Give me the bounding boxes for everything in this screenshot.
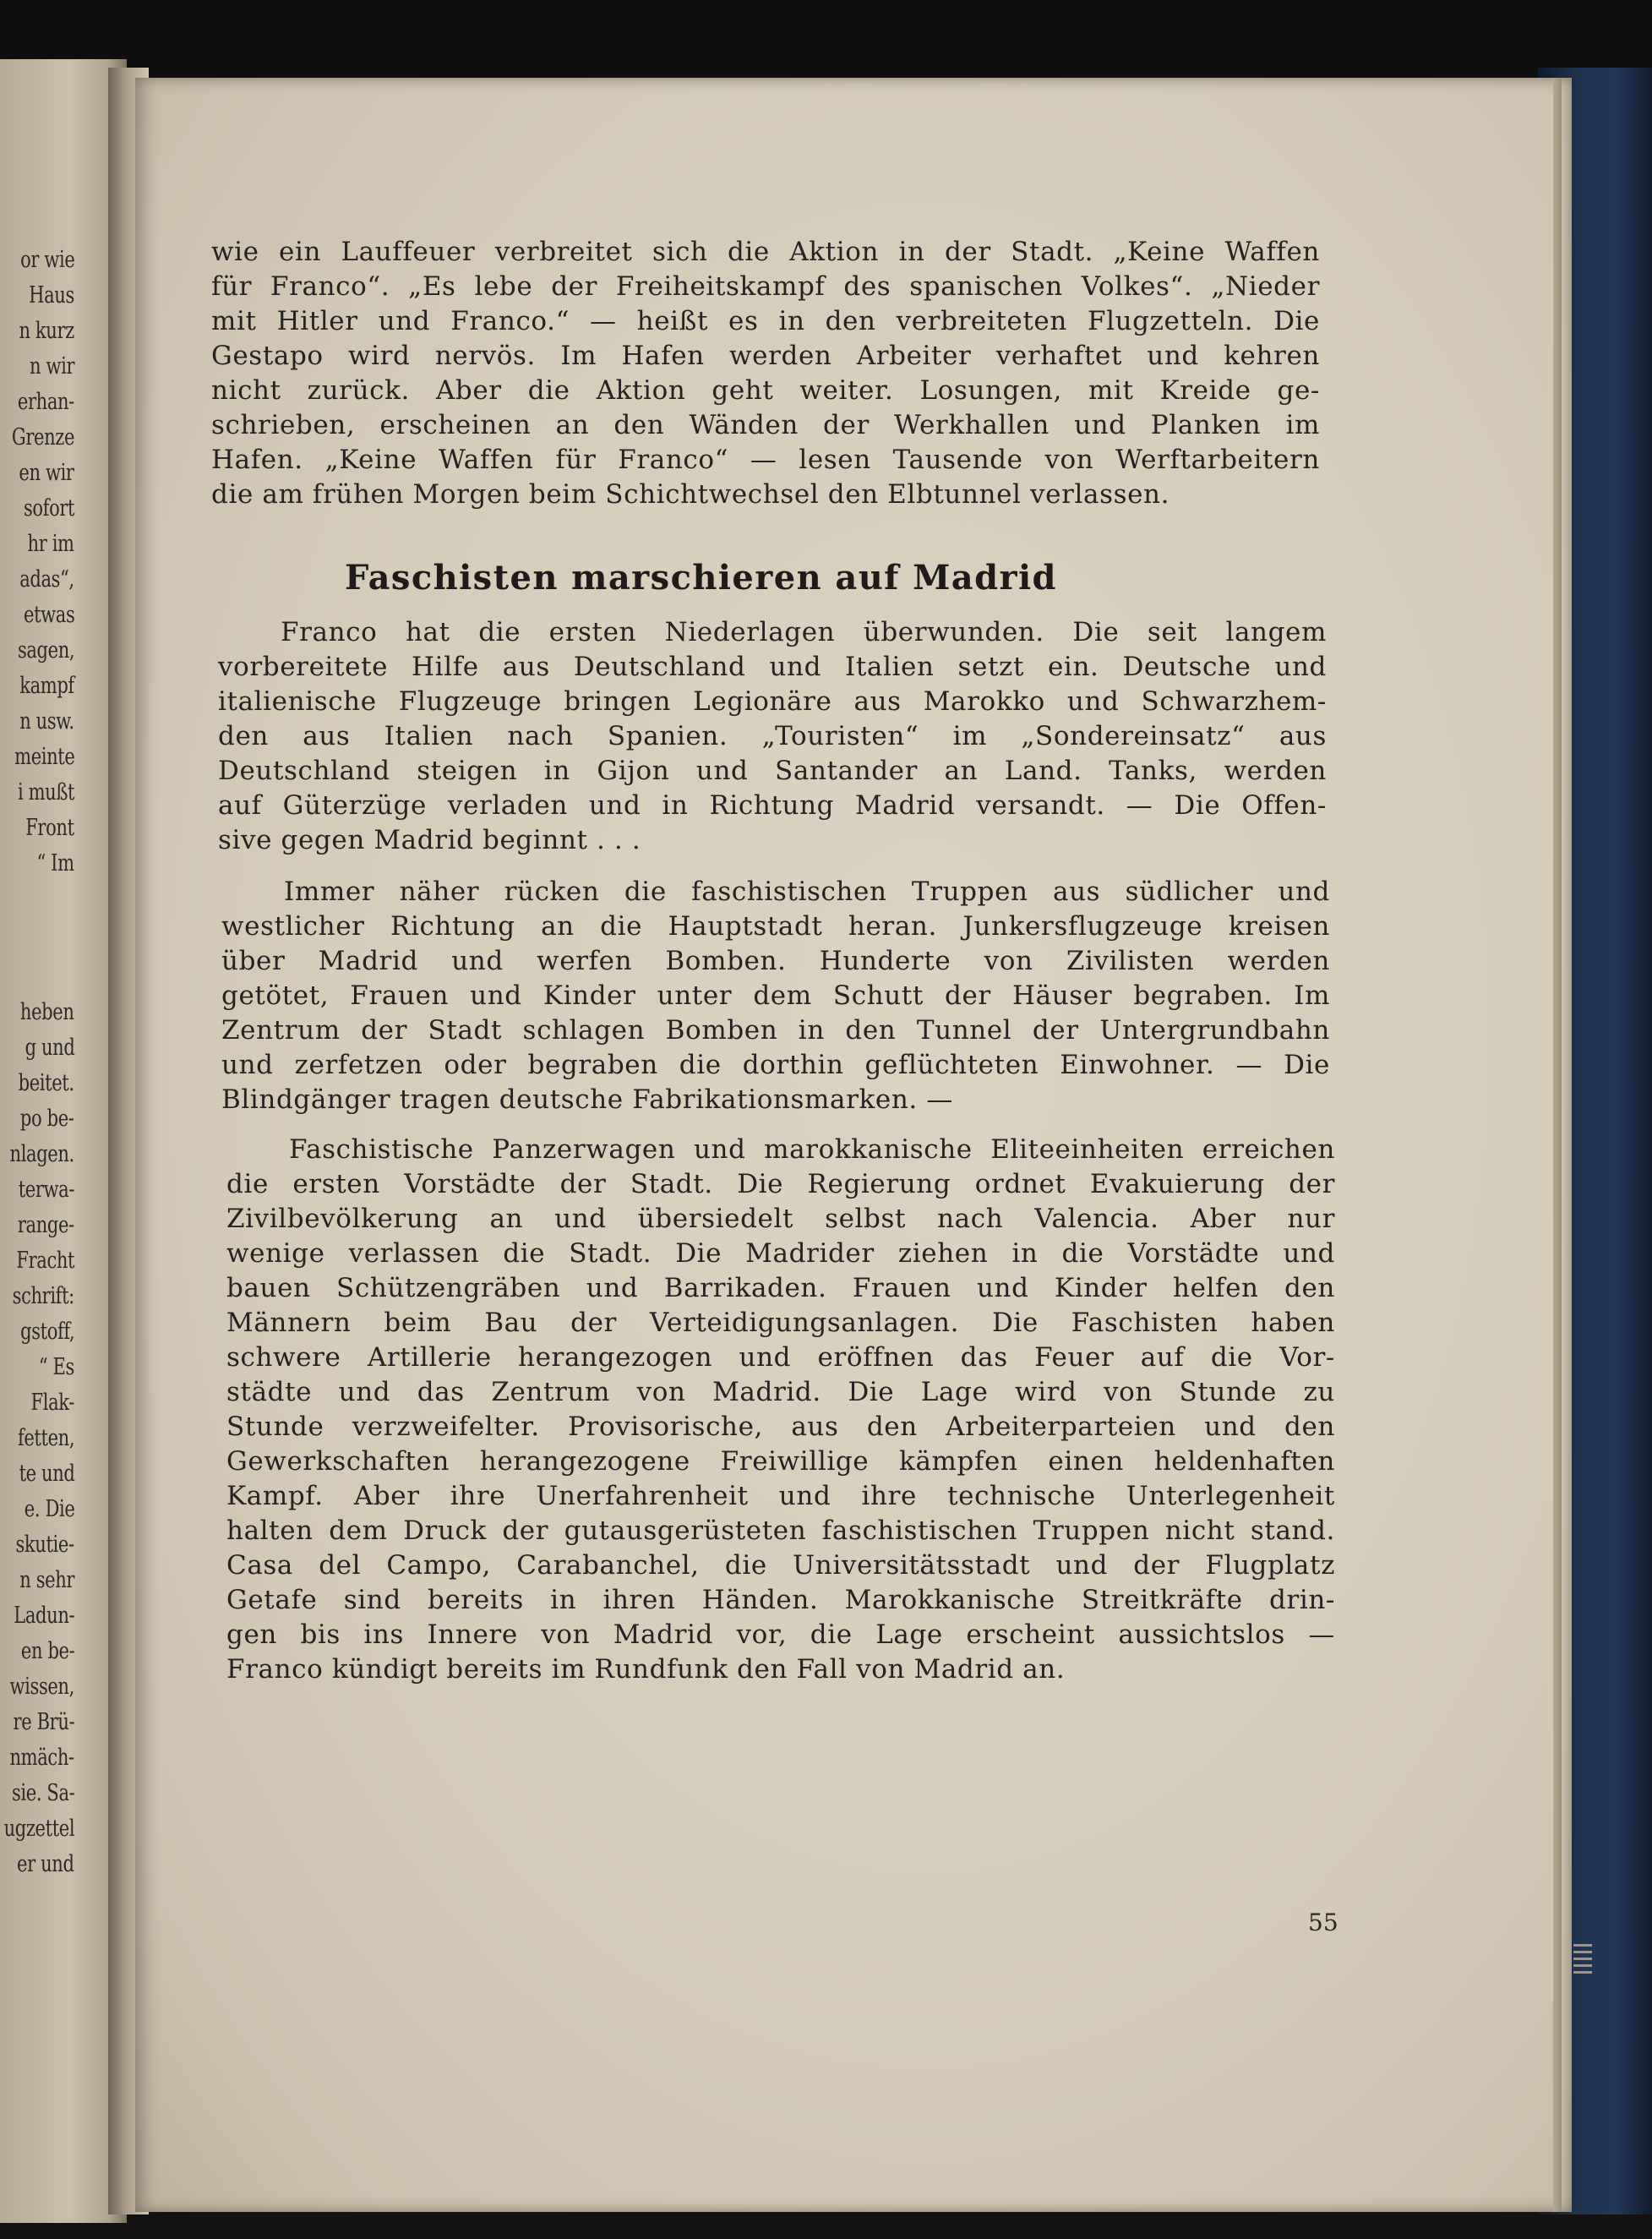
left-page-fragment: en be- <box>20 1638 74 1664</box>
text-line: schwere Artillerie herangezogen und eröffnen das Feuer auf die Vor- <box>226 1342 1335 1373</box>
left-page-fragment: “ Im <box>36 850 74 876</box>
text-line: Faschistische Panzerwagen und marokkanische Eliteeinheiten erreichen <box>289 1134 1335 1165</box>
left-page-fragment: en wir <box>19 460 74 486</box>
text-line: Immer näher rücken die faschistischen Truppen aus südlicher und <box>284 876 1330 907</box>
text-line: auf Güterzüge verladen und in Richtung Madrid versandt. — Die Offen- <box>218 790 1327 821</box>
text-line: mit Hitler und Franco.“ — heißt es in den verbreiteten Flugzetteln. Die <box>211 306 1320 336</box>
text-line: sive gegen Madrid beginnt . . . <box>218 825 641 855</box>
left-page-fragment: po be- <box>20 1106 74 1132</box>
left-page-fragment: hr im <box>27 531 74 557</box>
text-line: Getafe sind bereits in ihren Händen. Marokkanische Streitkräfte drin- <box>226 1585 1335 1615</box>
text-line: und zerfetzen oder begraben die dorthin geflüchteten Einwohner. — Die <box>221 1050 1330 1080</box>
left-page-fragment: nmäch- <box>9 1745 74 1771</box>
left-page-fragment: Flak- <box>30 1390 74 1416</box>
text-line: gen bis ins Innere von Madrid vor, die Lage erscheint aussichtslos — <box>226 1619 1335 1650</box>
left-page-fragment: “ Es <box>38 1354 74 1380</box>
left-page-fragment: n wir <box>29 353 74 380</box>
text-line: die ersten Vorstädte der Stadt. Die Regierung ordnet Evakuierung der <box>226 1169 1335 1199</box>
cover-edge-marks <box>1573 1944 1592 1978</box>
text-line: Franco hat die ersten Niederlagen überwunden. Die seit langem <box>281 617 1327 647</box>
left-page-fragment: Ladun- <box>14 1603 74 1629</box>
left-page-fragment: sie. Sa- <box>11 1780 74 1806</box>
text-line: Stunde verzweifelter. Provisorische, aus den Arbeiterparteien und den <box>226 1412 1335 1442</box>
text-line: vorbereitete Hilfe aus Deutschland und Italien setzt ein. Deutsche und <box>218 652 1327 682</box>
left-page-fragment: wissen, <box>9 1674 74 1700</box>
left-page-fragment: n usw. <box>19 708 74 735</box>
text-line: städte und das Zentrum von Madrid. Die Lage wird von Stunde zu <box>226 1377 1335 1407</box>
left-page-fragment: schrift: <box>12 1283 74 1309</box>
text-line: Kampf. Aber ihre Unerfahrenheit und ihre technische Unterlegenheit <box>226 1481 1335 1511</box>
left-page-fragment: sofort <box>23 495 74 522</box>
left-page-fragment: terwa- <box>18 1177 74 1203</box>
text-line: Zentrum der Stadt schlagen Bomben in den Tunnel der Untergrundbahn <box>221 1015 1330 1046</box>
paragraph-2 <box>218 615 1327 858</box>
left-page-fragment: g und <box>25 1035 74 1061</box>
chapter-heading: Faschisten marschieren auf Madrid <box>345 558 1057 598</box>
text-line: Gewerkschaften herangezogene Freiwillige kämpfen einen heldenhaften <box>226 1446 1335 1477</box>
text-line: Franco kündigt bereits im Rundfunk den Fall von Madrid an. <box>226 1654 1066 1685</box>
text-line: für Franco“. „Es lebe der Freiheitskampf des spanischen Volkes“. „Nieder <box>211 271 1320 302</box>
left-page-fragment: etwas <box>23 602 74 628</box>
left-page-fragment: n sehr <box>19 1567 74 1593</box>
left-page-fragment: i mußt <box>17 779 74 805</box>
text-line: Gestapo wird nervös. Im Hafen werden Arbeiter verhaftet und kehren <box>211 341 1320 371</box>
left-page-fragment: beitet. <box>18 1070 74 1096</box>
text-line: wie ein Lauffeuer verbreitet sich die Aktion in der Stadt. „Keine Waffen <box>211 237 1320 267</box>
text-line: Blindgänger tragen deutsche Fabrikationsmarken. — <box>221 1084 953 1115</box>
left-page-fragment: range- <box>18 1212 74 1238</box>
left-page-fragment: e. Die <box>24 1496 74 1522</box>
text-line: nicht zurück. Aber die Aktion geht weiter. Losungen, mit Kreide ge- <box>211 375 1320 406</box>
page-number: 55 <box>1308 1909 1339 1936</box>
left-page-fragment: skutie- <box>15 1532 74 1558</box>
left-page-fragment: Fracht <box>16 1248 74 1274</box>
text-line: Deutschland steigen in Gijon und Santander an Land. Tanks, werden <box>218 756 1327 786</box>
left-page-fragment: sagen, <box>17 637 74 664</box>
text-line: Hafen. „Keine Waffen für Franco“ — lesen Tausende von Werftarbeitern <box>211 445 1320 475</box>
text-line: getötet, Frauen und Kinder unter dem Schutt der Häuser begraben. Im <box>221 980 1330 1011</box>
text-line: wenige verlassen die Stadt. Die Madrider ziehen in die Vorstädte und <box>226 1238 1335 1269</box>
left-page-fragment: ugzettel <box>3 1816 74 1842</box>
text-line: die am frühen Morgen beim Schichtwechsel den Elbtunnel verlassen. <box>211 479 1170 510</box>
left-page-fragment: or wie <box>19 247 74 273</box>
left-page-fragment: Haus <box>29 282 74 309</box>
left-page-fragment: erhan- <box>18 389 74 415</box>
text-line: Männern beim Bau der Verteidigungsanlagen. Die Faschisten haben <box>226 1308 1335 1338</box>
left-page-fragment: heben <box>20 999 74 1025</box>
left-page-fragment: nlagen. <box>9 1141 74 1167</box>
left-page-fragment: re Brü- <box>13 1709 74 1735</box>
left-page-fragment: kampf <box>19 673 74 699</box>
left-page-fragment: te und <box>19 1461 74 1487</box>
background <box>0 0 1652 80</box>
left-page-fragment: Front <box>25 815 74 841</box>
left-page-fragment: meinte <box>14 744 74 770</box>
left-page-fragment: er und <box>17 1851 74 1877</box>
left-page-fragment: adas“, <box>19 566 74 593</box>
page-edge <box>1553 78 1562 2212</box>
text-line: halten dem Druck der gutausgerüsteten faschistischen Truppen nicht stand. <box>226 1515 1335 1546</box>
left-page-fragment: n kurz <box>19 318 74 344</box>
text-line: bauen Schützengräben und Barrikaden. Frauen und Kinder helfen den <box>226 1273 1335 1303</box>
text-line: den aus Italien nach Spanien. „Touristen“ im „Sondereinsatz“ aus <box>218 721 1327 751</box>
left-page-fragment: Grenze <box>11 424 74 451</box>
text-line: Zivilbevölkerung an und übersiedelt selbst nach Valencia. Aber nur <box>226 1204 1335 1234</box>
paragraph-4 <box>226 1133 1335 1687</box>
text-line: westlicher Richtung an die Hauptstadt heran. Junkersflugzeuge kreisen <box>221 911 1330 942</box>
text-line: italienische Flugzeuge bringen Legionäre aus Marokko und Schwarzhem- <box>218 686 1327 717</box>
text-line: schrieben, erscheinen an den Wänden der Werkhallen und Planken im <box>211 410 1320 440</box>
left-page-fragment: gstoff, <box>19 1319 74 1345</box>
paragraph-1 <box>211 235 1320 512</box>
paragraph-3 <box>221 875 1330 1117</box>
text-line: über Madrid und werfen Bomben. Hunderte von Zivilisten werden <box>221 946 1330 976</box>
text-line: Casa del Campo, Carabanchel, die Universitätsstadt und der Flugplatz <box>226 1550 1335 1581</box>
left-page-fragment: fetten, <box>17 1425 74 1451</box>
